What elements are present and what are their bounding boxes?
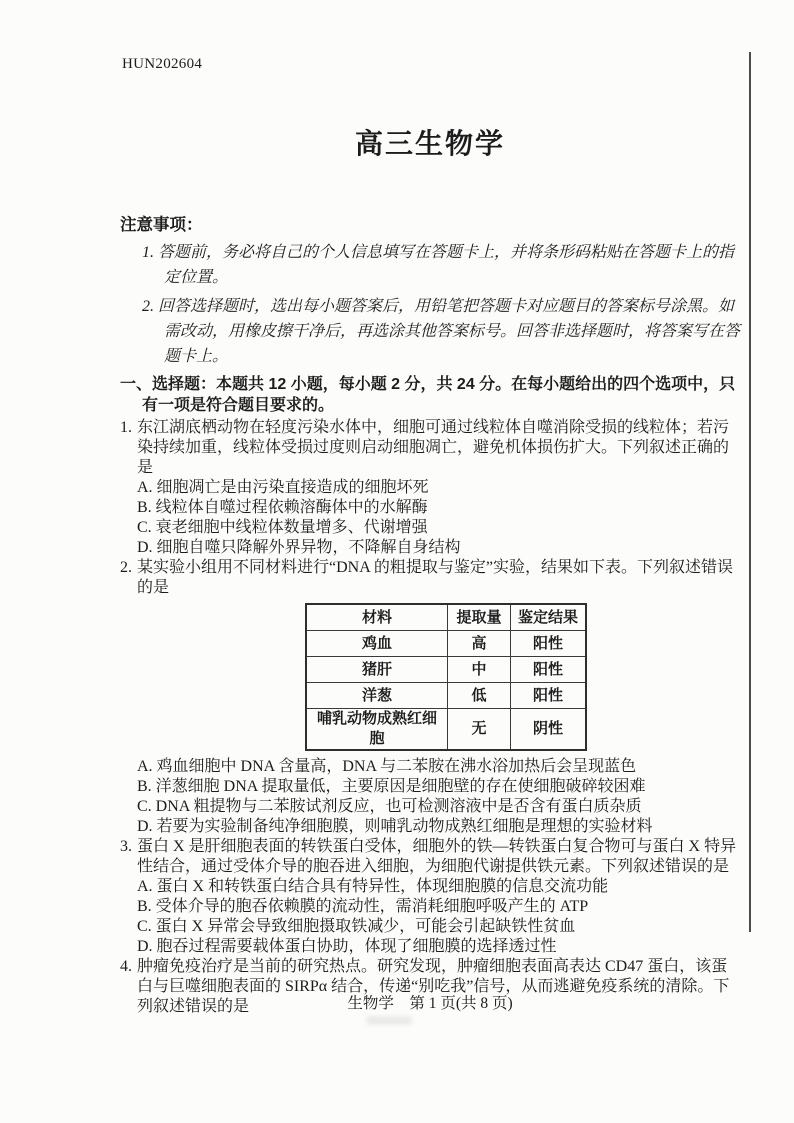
notice-item-2: 2. 回答选择题时，选出每小题答案后，用铅笔把答题卡对应题目的答案标号涂黑。如需改动，用橡皮擦干净后，再选涂其他答案标号。回答非选择题时，将答案写在答题卡上。 [142,298,741,365]
question-2-options [137,757,742,837]
scan-smudge [366,1016,412,1025]
question-2-option-c: C. DNA 粗提物与二苯胺试剂反应，也可检测溶液中是否含有蛋白质杂质 [137,798,642,815]
table-cell: 猪肝 [306,657,448,683]
table-cell: 阳性 [511,631,587,657]
table-header-result: 鉴定结果 [511,604,587,631]
question-3-options [137,877,742,957]
question-1-options [137,478,742,558]
notice-section [120,211,740,373]
question-2-option-b: B. 洋葱细胞 DNA 提取量低，主要原因是细胞壁的存在使细胞破碎较困难 [137,778,646,795]
question-3 [120,837,742,957]
page-title: 高三生物学 [354,128,505,159]
question-4-stem-text: 肿瘤免疫治疗是当前的研究热点。研究发现，肿瘤细胞表面高表达 CD47 蛋白，该蛋白与巨噬细胞表面的 SIRPα 结合，传递“别吃我”信号，从而逃避免疫系统的清除。下列叙述错误的是 [137,958,730,1015]
notice-heading: 注意事项： [120,216,203,234]
question-2 [120,558,742,837]
question-3-stem [120,837,742,877]
paper-code: HUN202604 [122,56,203,72]
question-2-stem [120,558,742,598]
question-1-option-b: B. 线粒体自噬过程依赖溶酶体中的水解酶 [137,499,428,516]
scan-edge-line [749,52,751,932]
question-1-stem [120,418,742,478]
table-cell: 阴性 [511,709,587,751]
notice-item-1: 1. 答题前，务必将自己的个人信息填写在答题卡上，并将条形码粘贴在答题卡上的指定位置。 [142,244,735,286]
table-cell: 洋葱 [306,683,448,709]
table-header-material: 材料 [306,604,448,631]
question-1-option-a: A. 细胞凋亡是由污染直接造成的细胞坏死 [137,479,429,496]
table-row [306,709,586,751]
question-1-number: 1. [120,419,132,436]
question-1-stem-text: 东江湖底栖动物在轻度污染水体中，细胞可通过线粒体自噬消除受损的线粒体；若污染持续加重，线粒体受损过度则启动细胞凋亡，避免机体损伤扩大。下列叙述正确的是 [137,419,730,476]
question-3-option-a: A. 蛋白 X 和转铁蛋白结合具有特异性，体现细胞膜的信息交流功能 [137,878,609,895]
table-cell: 阳性 [511,683,587,709]
question-1-option-c: C. 衰老细胞中线粒体数量增多、代谢增强 [137,519,428,536]
question-3-number: 3. [120,838,132,855]
question-3-option-b: B. 受体介导的胞吞依赖膜的流动性，需消耗细胞呼吸产生的 ATP [137,898,589,915]
question-4-number: 4. [120,958,132,975]
table-header-amount: 提取量 [448,604,511,631]
question-2-option-d: D. 若要为实验制备纯净细胞膜，则哺乳动物成熟红细胞是理想的实验材料 [137,818,653,835]
table-cell: 低 [448,683,511,709]
question-2-number: 2. [120,559,132,576]
page-footer: 生物学 第 1 页(共 8 页) [347,995,513,1012]
table-row [306,657,586,683]
questions-section [120,374,742,1017]
question-2-option-a: A. 鸡血细胞中 DNA 含量高，DNA 与二苯胺在沸水浴加热后会呈现蓝色 [137,758,637,775]
question-2-stem-text: 某实验小组用不同材料进行“DNA 的粗提取与鉴定”实验，结果如下表。下列叙述错误的是 [137,559,733,596]
question-3-option-d: D. 胞吞过程需要载体蛋白协助，体现了细胞膜的选择透过性 [137,938,557,955]
table-row [306,631,586,657]
question-1 [120,418,742,558]
dna-extraction-table [305,603,587,751]
table-cell: 阳性 [511,657,587,683]
section-heading: 一、选择题：本题共 12 小题，每小题 2 分，共 24 分。在每小题给出的四个选项中，只有一项是符合题目要求的。 [120,376,736,414]
table-cell: 无 [448,709,511,751]
question-3-option-c: C. 蛋白 X 异常会导致细胞摄取铁减少，可能会引起缺铁性贫血 [137,918,576,935]
table-cell: 鸡血 [306,631,448,657]
table-cell: 中 [448,657,511,683]
question-1-option-d: D. 细胞自噬只降解外界异物，不降解自身结构 [137,539,461,556]
table-cell: 高 [448,631,511,657]
table-cell: 哺乳动物成熟红细胞 [306,709,448,751]
table-row [306,683,586,709]
table-header-row [306,604,586,631]
question-3-stem-text: 蛋白 X 是肝细胞表面的转铁蛋白受体，细胞外的铁—转铁蛋白复合物可与蛋白 X 特异性结合，通过受体介导的胞吞进入细胞，为细胞代谢提供铁元素。下列叙述错误的是 [137,838,737,875]
